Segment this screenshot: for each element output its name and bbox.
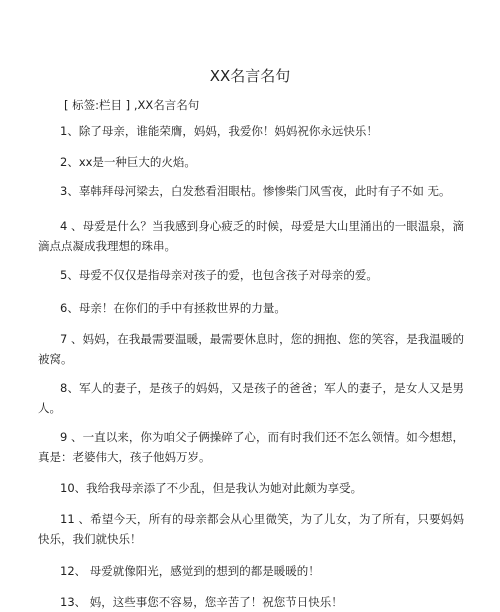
paragraph: 12、 母爱就像阳光，感觉到的想到的都是暖暖的！ [60, 564, 320, 578]
paragraph: 4 、母爱是什么？当我感到身心疲乏的时候，母爱是大山里涌出的一眼温泉，滴滴点点凝成我理想的珠串。 [38, 219, 464, 253]
paragraph: 5、母爱不仅仅是指母亲对孩子的爱，也包含孩子对母亲的爱。 [60, 268, 378, 282]
document-body [38, 121, 464, 612]
paragraph: 11 、希望今天，所有的母亲都会从心里微笑，为了儿女，为了所有，只要妈妈快乐，我们就快乐！ [38, 512, 464, 546]
document-title: XX名言名句 [209, 67, 291, 85]
paragraph: 10、我给我母亲添了不少乱，但是我认为她对此颇为享受。 [60, 481, 363, 495]
paragraph: 1、除了母亲，谁能荣膺，妈妈，我爱你！妈妈祝你永远快乐！ [60, 124, 378, 138]
paragraph: 3、辜韩拜母河梁去，白发愁看泪眼枯。惨惨柴门风雪夜，此时有子不如 无。 [60, 184, 451, 198]
paragraph: 6、母亲！在你们的手中有拯救世界的力量。 [60, 301, 286, 315]
paragraph: 13、 妈，这些事您不容易，您辛苦了！祝您节日快乐！ [60, 595, 343, 609]
paragraph: 8、军人的妻子，是孩子的妈妈，又是孩子的爸爸；军人的妻子，是女人又是男人。 [38, 381, 464, 415]
paragraph: 7 、妈妈，在我最需要温暖，最需要休息时，您的拥抱、您的笑容，是我温暖的被窝。 [38, 332, 464, 366]
tag-line: [ 标签:栏目 ] ,XX名言名句 [64, 98, 200, 112]
paragraph: 9 、一直以来，你为咱父子俩操碎了心，而有时我们还不怎么领情。如今想想，真是：老婆伟大，孩子他妈万岁。 [38, 430, 464, 464]
paragraph: 2、xx是一种巨大的火焰。 [60, 155, 196, 169]
